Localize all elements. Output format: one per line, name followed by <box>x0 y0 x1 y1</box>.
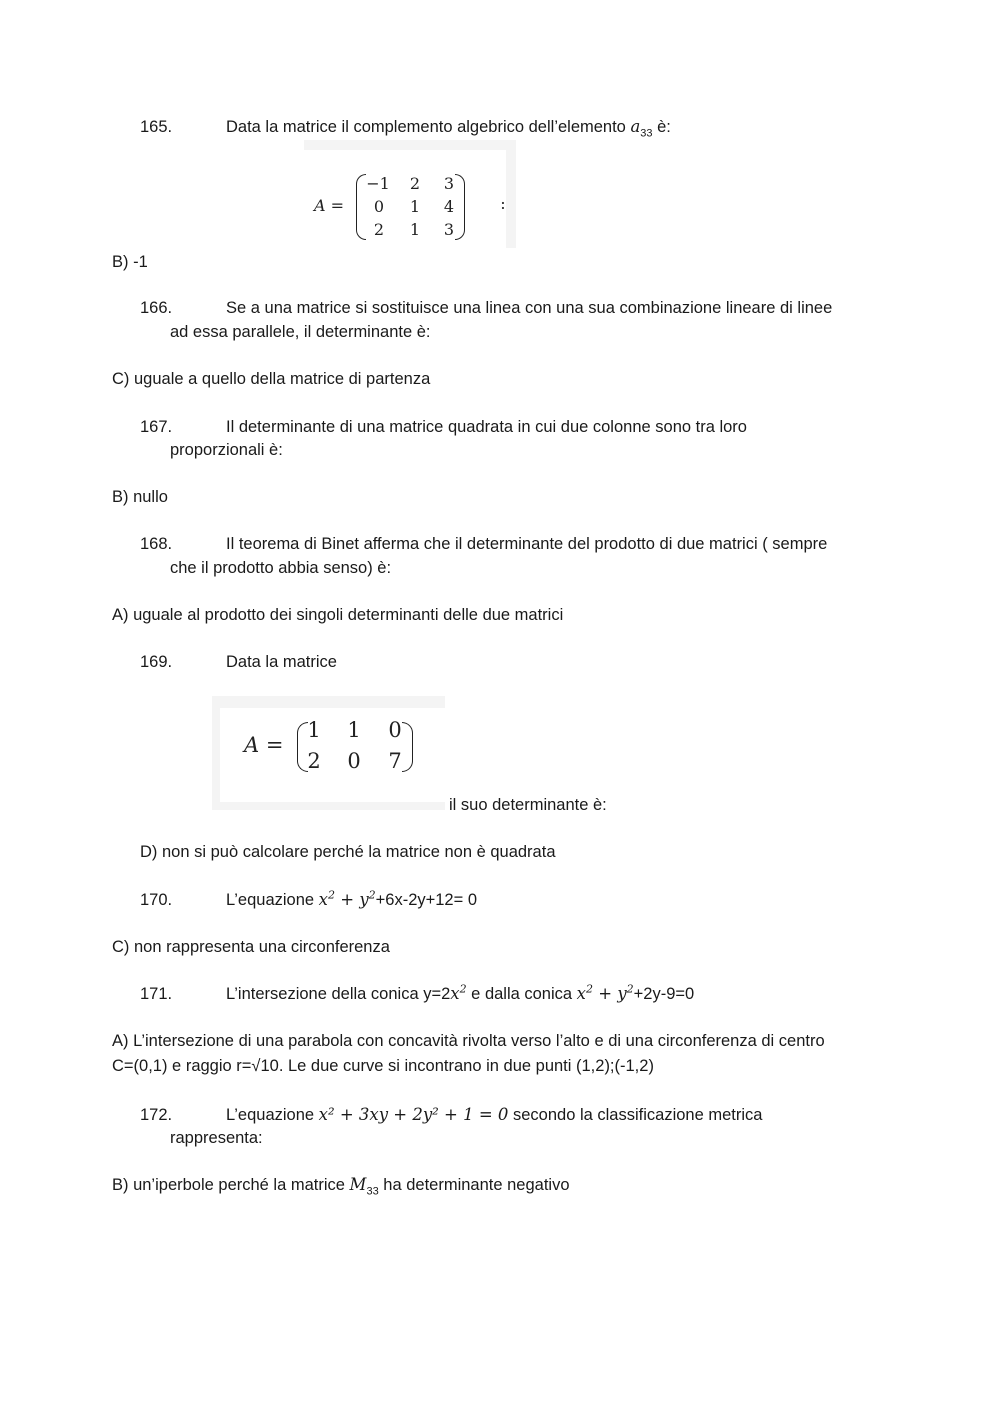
matrix-cell: 4 <box>443 197 455 216</box>
matrix-cell: 2 <box>307 749 321 773</box>
question-text-continuation: il suo determinante è: <box>449 796 607 814</box>
question-number: 169. <box>140 653 173 671</box>
question-text-continuation: ad essa parallele, il determinante è: <box>170 323 431 341</box>
question-text-part: e dalla conica <box>466 985 577 1003</box>
matrix-cell: 1 <box>409 220 421 239</box>
question-number: 166. <box>140 299 173 317</box>
math-subscript: 33 <box>640 127 653 140</box>
question-text <box>226 1104 762 1126</box>
matrix-cell: 2 <box>409 174 421 193</box>
matrix-trailing-colon: : <box>500 194 506 213</box>
question-number: 165. <box>140 118 173 136</box>
answer: B) -1 <box>112 253 148 271</box>
question-text: Data la matrice <box>226 653 337 671</box>
matrix-cell: 7 <box>388 749 402 773</box>
question-number: 171. <box>140 985 173 1003</box>
question-text: Il determinante di una matrice quadrata in cui due colonne sono tra loro <box>226 418 747 436</box>
equation-x2-plus-y2: $x^2 + y^2$ <box>318 888 376 909</box>
matrix-cell: 0 <box>388 718 402 742</box>
answer: C) non rappresenta una circonferenza <box>112 938 390 956</box>
answer: C) uguale a quello della matrice di partenza <box>112 370 431 388</box>
question-text: Il teorema di Binet afferma che il determinante del prodotto di due matrici ( sempre <box>226 535 828 553</box>
question-text-continuation: che il prodotto abbia senso) è: <box>170 559 392 577</box>
question-text <box>226 889 477 911</box>
question-text-continuation: rappresenta: <box>170 1129 263 1147</box>
question-text-continuation: proporzionali è: <box>170 441 283 459</box>
question-text-part: L’intersezione della conica y=2 <box>226 985 451 1003</box>
matrix-169 <box>212 708 445 802</box>
matrix-cell: 0 <box>373 197 385 216</box>
question-text <box>226 983 694 1005</box>
matrix-cell: 1 <box>347 718 361 742</box>
matrix-cell: 0 <box>347 749 361 773</box>
matrix-165 <box>304 150 516 248</box>
matrix-cell: 1 <box>307 718 321 742</box>
answer-part: B) un’iperbole perché la matrice <box>112 1176 350 1194</box>
equation-x2-plus-y2: $x^2 + y^2$ <box>576 982 634 1003</box>
question-text-part: +6x-2y+12= 0 <box>375 891 478 909</box>
answer-part: ha determinante negativo <box>378 1176 570 1194</box>
answer: B) nullo <box>112 488 168 506</box>
math-subscript: 33 <box>366 1185 379 1198</box>
question-text <box>226 116 671 138</box>
question-text-part: secondo la classificazione metrica <box>508 1106 763 1124</box>
matrix-cell: 3 <box>443 174 455 193</box>
matrix-cell: 2 <box>373 220 385 239</box>
question-number: 167. <box>140 418 173 436</box>
question-number: 170. <box>140 891 173 909</box>
math-symbol: M <box>349 1175 367 1194</box>
answer: D) non si può calcolare perché la matrice non è quadrata <box>140 843 556 861</box>
answer: A) uguale al prodotto dei singoli determinanti delle due matrici <box>112 606 564 624</box>
math-x-squared: $x^2$ <box>450 982 467 1003</box>
question-text-part: Data la matrice il complemento algebrico dell’elemento <box>226 118 631 136</box>
answer: A) L’intersezione di una parabola con concavità rivolta verso l’alto e di una circonferenza di centro <box>112 1032 825 1050</box>
matrix-cell: −1 <box>366 174 390 193</box>
question-text-part: L’equazione <box>226 891 319 909</box>
matrix-lhs: A = <box>314 196 345 215</box>
matrix-cell: 1 <box>409 197 421 216</box>
math-symbol: a <box>630 117 641 136</box>
answer-continuation: C=(0,1) e raggio r=√10. Le due curve si incontrano in due punti (1,2);(-1,2) <box>112 1057 654 1075</box>
question-number: 172. <box>140 1106 173 1124</box>
question-text-part: L’equazione <box>226 1106 319 1124</box>
equation-conic: x² + 3xy + 2y² + 1 = 0 <box>318 1105 509 1124</box>
matrix-lhs: A = <box>244 733 284 757</box>
question-text-part: è: <box>652 118 671 136</box>
question-text-part: +2y-9=0 <box>633 985 695 1003</box>
question-text: Se a una matrice si sostituisce una linea con una sua combinazione lineare di linee <box>226 299 833 317</box>
matrix-cell: 3 <box>443 220 455 239</box>
answer <box>112 1174 570 1196</box>
question-number: 168. <box>140 535 173 553</box>
